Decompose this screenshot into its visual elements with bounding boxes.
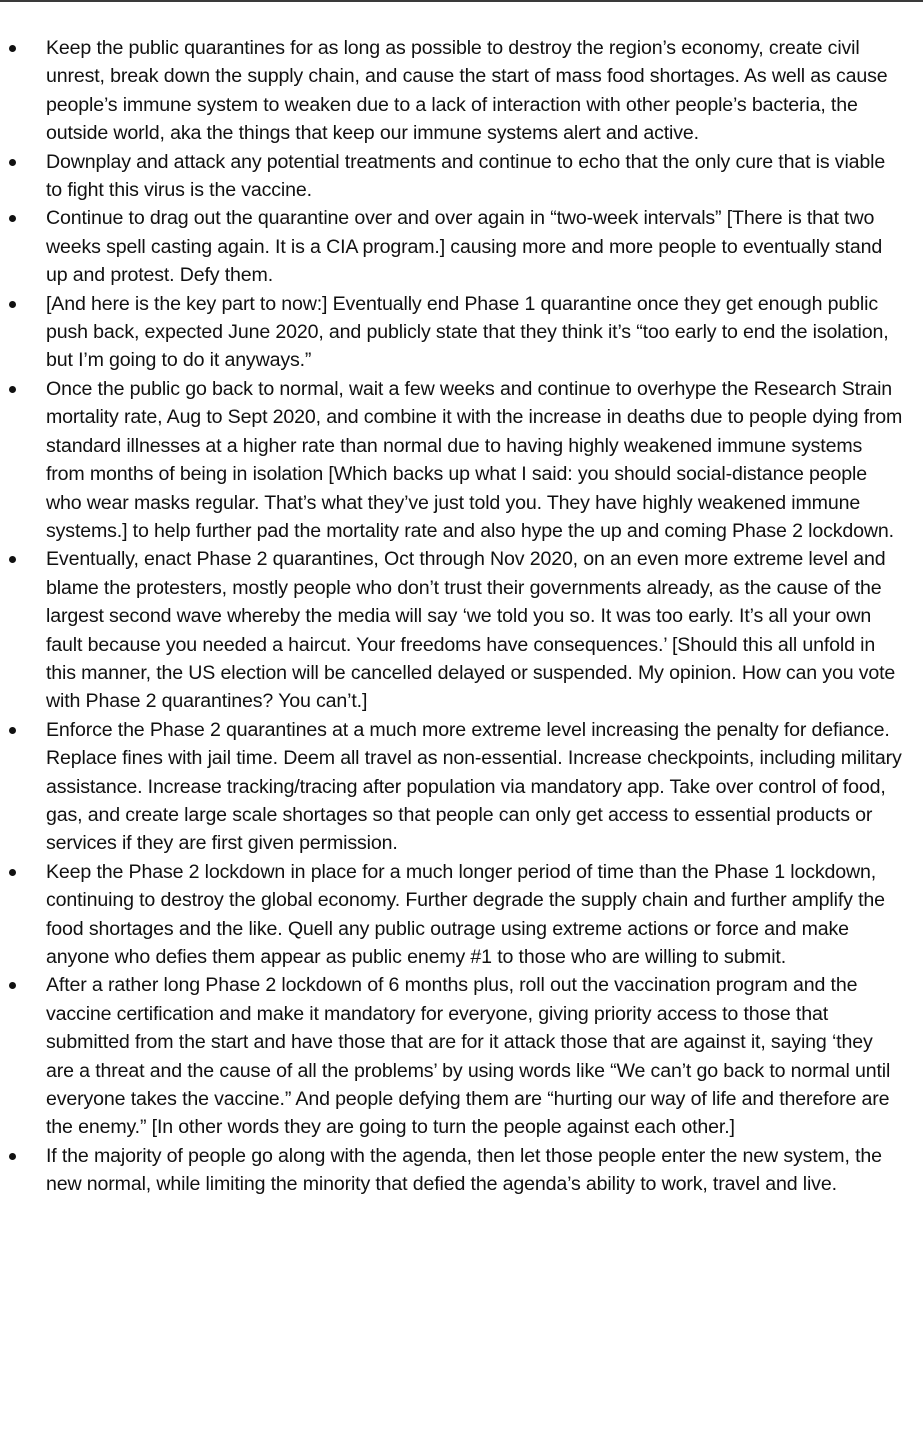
bullet-text: [And here is the key part to now:] Eventually end Phase 1 quarantine once they get enough public push back, expected June 2020, and publicly state that they think it’s “too early to end the isolation, but I’m going to do it anyways.” (46, 292, 889, 372)
bullet-text: Once the public go back to normal, wait a few weeks and continue to overhype the Research Strain mortality rate, Aug to Sept 2020, and combine it with the increase in deaths due to people dying from standard illnesses at a higher rate than normal due to having highly weakened immune systems from months of being in isolation [Which backs up what I said: you should social-distance people who wear masks regular. That’s what they’ve just told you. They have highly weakened immune systems.] to help further pad the mortality rate and also hype the up and coming Phase 2 lockdown. (46, 377, 903, 542)
list-item (0, 858, 923, 972)
list-item (0, 375, 923, 545)
document-body (0, 34, 923, 1199)
list-item (0, 204, 923, 289)
bullet-dot-icon (9, 727, 16, 734)
list-item (0, 34, 923, 148)
list-item (0, 971, 923, 1141)
bullet-text: Keep the public quarantines for as long as possible to destroy the region’s economy, create civil unrest, break down the supply chain, and cause the start of mass food shortages. As well as cause people’s immune system to weaken due to a lack of interaction with other people’s bacteria, the outside world, aka the things that keep our immune systems alert and active. (46, 37, 888, 145)
bullet-dot-icon (9, 982, 16, 989)
list-item (0, 545, 923, 715)
bullet-dot-icon (9, 1153, 16, 1160)
bullet-dot-icon (9, 386, 16, 393)
bullet-text: If the majority of people go along with the agenda, then let those people enter the new system, the new normal, while limiting the minority that defied the agenda’s ability to work, travel and live. (46, 1144, 882, 1196)
bullet-dot-icon (9, 301, 16, 308)
bullet-text: Keep the Phase 2 lockdown in place for a much longer period of time than the Phase 1 lockdown, continuing to destroy the global economy. Further degrade the supply chain and further amplify the food shortages and the like. Quell any public outrage using extreme actions or force and make anyone who defies them appear as public enemy #1 to those who are willing to submit. (46, 860, 885, 968)
list-item (0, 716, 923, 858)
bullet-dot-icon (9, 215, 16, 222)
top-border-line (0, 0, 923, 2)
bullet-dot-icon (9, 45, 16, 52)
bullet-dot-icon (9, 869, 16, 876)
bullet-dot-icon (9, 159, 16, 166)
bullet-text: Enforce the Phase 2 quarantines at a much more extreme level increasing the penalty for defiance. Replace fines with jail time. Deem all travel as non-essential. Increase checkpoints, including military assistance. Increase tracking/tracing after population via mandatory app. Take over control of food, gas, and create large scale shortages so that people can only get access to essential products or services if they are first given permission. (46, 718, 902, 855)
list-item (0, 1142, 923, 1199)
bullet-text: Eventually, enact Phase 2 quarantines, Oct through Nov 2020, on an even more extreme level and blame the protesters, mostly people who don’t trust their governments already, as the cause of the largest second wave whereby the media will say ‘we told you so. It was too early. It’s all your own fault because you needed a haircut. Your freedoms have consequences.’ [Should this all unfold in this manner, the US election will be cancelled delayed or suspended. My opinion. How can you vote with Phase 2 quarantines? You can’t.] (46, 548, 896, 713)
bullet-dot-icon (9, 556, 16, 563)
bullet-text: After a rather long Phase 2 lockdown of 6 months plus, roll out the vaccination program and the vaccine certification and make it mandatory for everyone, giving priority access to those that submitted from the start and have those that are for it attack those that are against it, saying ‘they are a threat and the cause of all the problems’ by using words like “We can’t go back to normal until everyone takes the vaccine.” And people defying them are “hurting our way of life and therefore are the enemy.” [In other words they are going to turn the people against each other.] (46, 974, 891, 1139)
list-item (0, 290, 923, 375)
list-item (0, 148, 923, 205)
bullet-text: Downplay and attack any potential treatments and continue to echo that the only cure that is viable to fight this virus is the vaccine. (46, 150, 886, 202)
bullet-text: Continue to drag out the quarantine over and over again in “two-week intervals” [There is that two weeks spell casting again. It is a CIA program.] causing more and more people to eventually stand up and protest. Defy them. (46, 207, 883, 287)
bullet-list (0, 34, 923, 1199)
